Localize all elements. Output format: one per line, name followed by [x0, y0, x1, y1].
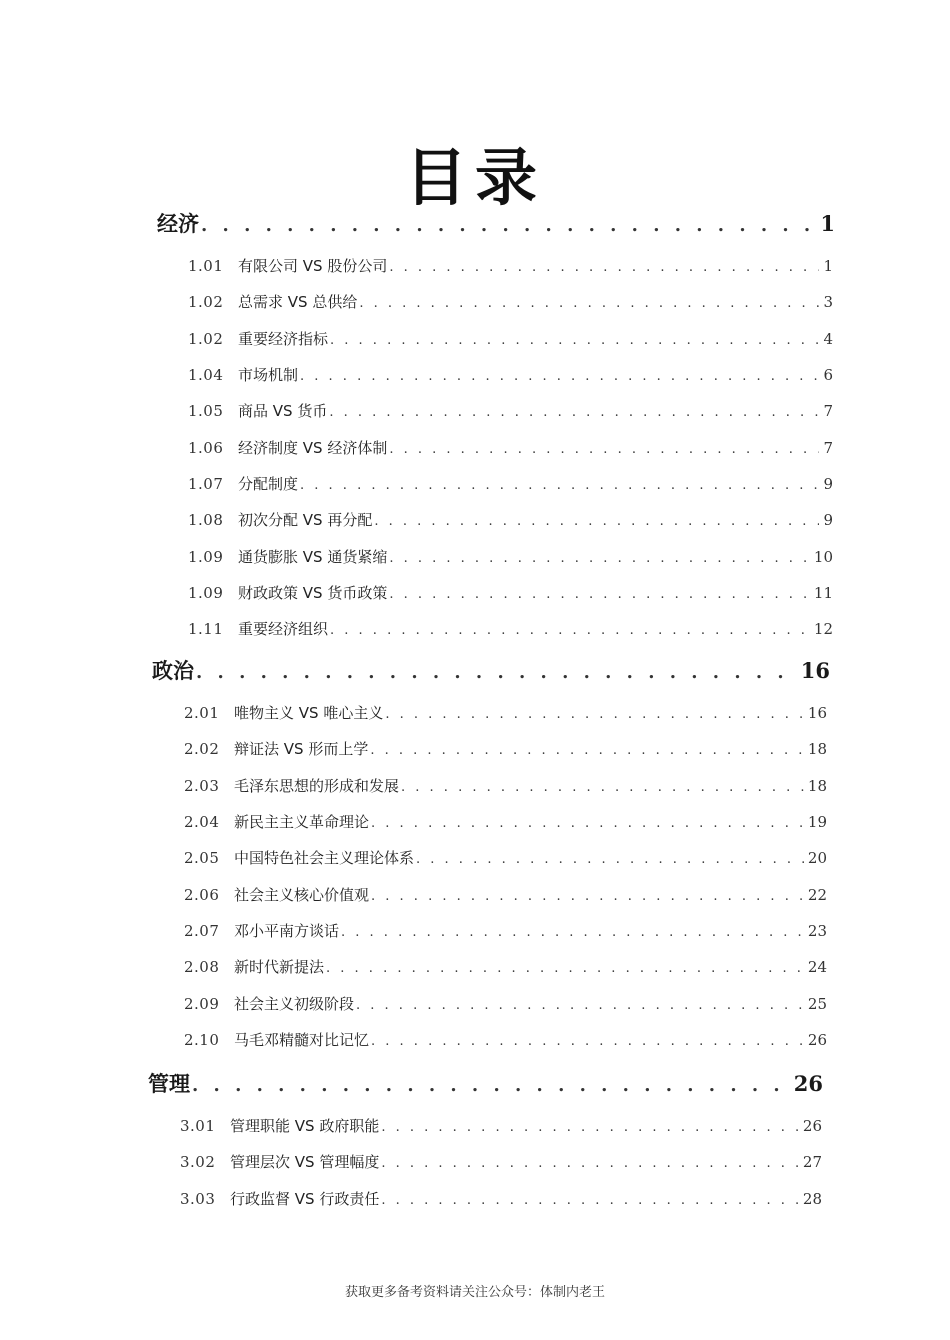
- page-number: 1: [823, 257, 833, 275]
- section-title: 管理: [148, 1072, 190, 1096]
- entry-number: 2.04: [184, 813, 220, 831]
- entry-number: 2.03: [184, 777, 220, 795]
- toc-entry[interactable]: [184, 702, 827, 723]
- section-title: 经济: [157, 212, 199, 236]
- dot-leader: [416, 852, 804, 867]
- dot-leader: [192, 1075, 790, 1096]
- entry-title: 通货膨胀 VS 通货紧缩: [238, 548, 388, 566]
- toc-entry[interactable]: [188, 437, 833, 458]
- entry-title: 经济制度 VS 经济体制: [238, 439, 388, 457]
- entry-title: 邓小平南方谈话: [234, 922, 340, 940]
- dot-leader: [201, 215, 816, 236]
- page-number: 26: [802, 1117, 822, 1135]
- footer-note: 获取更多备考资料请关注公众号：体制内老王: [344, 1285, 605, 1300]
- toc-entry[interactable]: [184, 993, 827, 1014]
- dot-leader: [196, 662, 797, 683]
- entry-title: 商品 VS 货币: [238, 402, 328, 420]
- toc-entry[interactable]: [188, 546, 833, 567]
- page-number: 18: [807, 777, 827, 795]
- entry-title: 行政监督 VS 行政责任: [230, 1190, 380, 1208]
- toc-entry[interactable]: [180, 1115, 822, 1136]
- entry-number: 1.08: [188, 511, 224, 529]
- page-number: 3: [823, 293, 833, 311]
- entry-number: 2.08: [184, 958, 220, 976]
- entry-title: 社会主义核心价值观: [234, 886, 370, 904]
- entry-title: 新时代新提法: [234, 958, 325, 976]
- page-number: 9: [823, 511, 833, 529]
- page-number: 26: [807, 1031, 827, 1049]
- dot-leader: [401, 780, 804, 795]
- entry-number: 1.04: [188, 366, 224, 384]
- toc-section-heading[interactable]: [152, 655, 830, 685]
- entry-title: 中国特色社会主义理论体系: [234, 849, 415, 867]
- page-number: 10: [813, 548, 833, 566]
- page-number: 20: [807, 849, 827, 867]
- entry-title: 分配制度: [238, 475, 299, 493]
- entry-title: 重要经济指标: [238, 330, 329, 348]
- entry-number: 2.02: [184, 740, 220, 758]
- page-number: 9: [823, 475, 833, 493]
- entry-number: 1.09: [188, 584, 224, 602]
- entry-number: 1.06: [188, 439, 224, 457]
- page-number: 16: [807, 704, 827, 722]
- dot-leader: [341, 925, 804, 940]
- dot-leader: [330, 623, 810, 638]
- entry-title: 管理职能 VS 政府职能: [230, 1117, 380, 1135]
- page-title: 目录: [404, 141, 545, 214]
- toc-entry[interactable]: [188, 400, 833, 421]
- page-number: 12: [813, 620, 833, 638]
- page-number: 7: [823, 402, 833, 420]
- page-number: 24: [807, 958, 827, 976]
- entry-number: 3.02: [180, 1153, 216, 1171]
- entry-number: 1.09: [188, 548, 224, 566]
- entry-number: 1.05: [188, 402, 224, 420]
- page-number: 18: [807, 740, 827, 758]
- toc-entry[interactable]: [188, 509, 833, 530]
- entry-title: 唯物主义 VS 唯心主义: [234, 704, 384, 722]
- entry-number: 1.07: [188, 475, 224, 493]
- entry-title: 市场机制: [238, 366, 299, 384]
- entry-title: 辩证法 VS 形而上学: [234, 740, 369, 758]
- page-number: 16: [800, 658, 830, 683]
- page-number: 23: [807, 922, 827, 940]
- entry-title: 财政政策 VS 货币政策: [238, 584, 388, 602]
- page-number: 22: [807, 886, 827, 904]
- toc-entry[interactable]: [188, 364, 833, 385]
- toc-section-heading[interactable]: [157, 208, 835, 238]
- page-number: 7: [823, 439, 833, 457]
- section-title: 政治: [152, 659, 194, 683]
- dot-leader: [329, 405, 819, 420]
- page-number: 1: [820, 211, 835, 236]
- entry-title: 重要经济组织: [238, 620, 329, 638]
- dot-leader: [371, 1034, 804, 1049]
- dot-leader: [371, 889, 804, 904]
- entry-number: 3.01: [180, 1117, 216, 1135]
- page-number: 4: [823, 330, 833, 348]
- page-number: 27: [802, 1153, 822, 1171]
- dot-leader: [300, 369, 819, 384]
- toc-entry[interactable]: [184, 775, 827, 796]
- dot-leader: [389, 587, 810, 602]
- entry-title: 马毛邓精髓对比记忆: [234, 1031, 370, 1049]
- page-number: 11: [813, 584, 833, 602]
- dot-leader: [371, 816, 804, 831]
- page-number: 6: [823, 366, 833, 384]
- entry-number: 1.02: [188, 330, 224, 348]
- toc-entry[interactable]: [180, 1188, 822, 1209]
- entry-title: 有限公司 VS 股份公司: [238, 257, 388, 275]
- page-number: 19: [807, 813, 827, 831]
- toc-entry[interactable]: [184, 884, 827, 905]
- toc-entry[interactable]: [184, 811, 827, 832]
- entry-number: 2.01: [184, 704, 220, 722]
- dot-leader: [385, 707, 804, 722]
- toc-entry[interactable]: [188, 328, 833, 349]
- toc-section-heading[interactable]: [148, 1068, 823, 1098]
- dot-leader: [389, 260, 819, 275]
- entry-title: 总需求 VS 总供给: [238, 293, 358, 311]
- entry-number: 3.03: [180, 1190, 216, 1208]
- entry-title: 初次分配 VS 再分配: [238, 511, 373, 529]
- dot-leader: [374, 514, 819, 529]
- toc-entry[interactable]: [188, 291, 833, 312]
- entry-number: 1.11: [188, 620, 224, 638]
- toc-entry[interactable]: [184, 847, 827, 868]
- toc-entry[interactable]: [184, 956, 827, 977]
- dot-leader: [359, 296, 819, 311]
- entry-number: 1.02: [188, 293, 224, 311]
- dot-leader: [381, 1156, 799, 1171]
- page-number: 25: [807, 995, 827, 1013]
- dot-leader: [330, 333, 819, 348]
- toc-entry[interactable]: [184, 1029, 827, 1050]
- dot-leader: [326, 961, 804, 976]
- dot-leader: [300, 478, 819, 493]
- toc-entry[interactable]: [188, 255, 833, 276]
- toc-entry[interactable]: [188, 618, 833, 639]
- dot-leader: [389, 442, 819, 457]
- entry-number: 1.01: [188, 257, 224, 275]
- entry-number: 2.06: [184, 886, 220, 904]
- dot-leader: [389, 551, 810, 566]
- dot-leader: [381, 1120, 799, 1135]
- page-number: 28: [802, 1190, 822, 1208]
- entry-number: 2.07: [184, 922, 220, 940]
- toc-entry[interactable]: [188, 473, 833, 494]
- dot-leader: [356, 998, 804, 1013]
- toc-entry[interactable]: [184, 738, 827, 759]
- page-number: 26: [793, 1071, 823, 1096]
- toc-entry[interactable]: [180, 1151, 822, 1172]
- dot-leader: [381, 1193, 799, 1208]
- toc-entry[interactable]: [184, 920, 827, 941]
- entry-title: 管理层次 VS 管理幅度: [230, 1153, 380, 1171]
- dot-leader: [370, 743, 804, 758]
- entry-number: 2.05: [184, 849, 220, 867]
- entry-number: 2.09: [184, 995, 220, 1013]
- toc-entry[interactable]: [188, 582, 833, 603]
- entry-number: 2.10: [184, 1031, 220, 1049]
- entry-title: 社会主义初级阶段: [234, 995, 355, 1013]
- entry-title: 毛泽东思想的形成和发展: [234, 777, 400, 795]
- entry-title: 新民主主义革命理论: [234, 813, 370, 831]
